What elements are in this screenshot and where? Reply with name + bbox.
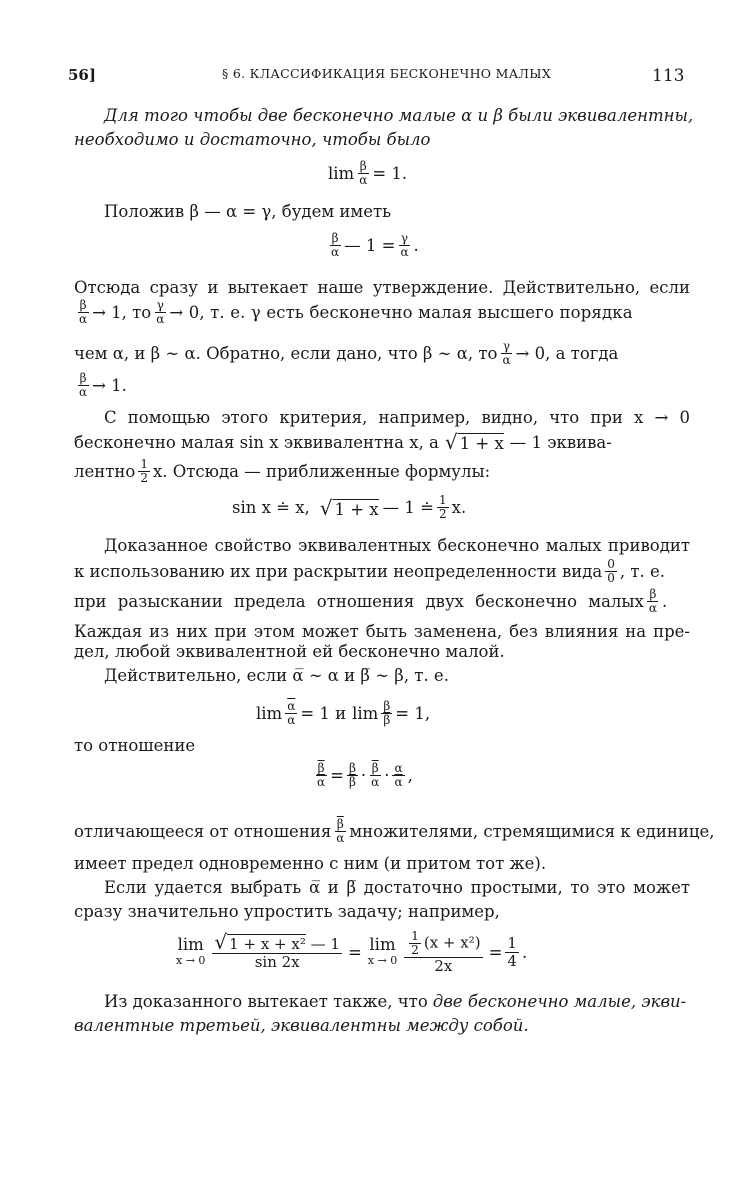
- paragraph-5-line-4: Каждая из них при этом может быть заменена, без влияния на пре-: [74, 622, 690, 641]
- paragraph-3-line-1: Отсюда сразу и вытекает наше утверждение. Действительно, если: [74, 278, 690, 297]
- theorem-line-2: необходимо и достаточно, чтобы было: [74, 130, 431, 149]
- equation-6: lim x → 0 $\frac{\text{√ 1 + x + x² — 1}}{\sin 2x}$ = lim x → 0 $\frac{1}{2}$ (x + x²) 2x = $\frac{1}{4}$ .: [176, 929, 528, 975]
- equation-5: $\frac{\overline{\beta}}{\alpha}$ = $\frac{\beta}{\beta}$ · $\frac{\overline{\beta}}{\alpha}$ · $\frac{\alpha}{\alpha}$ ,: [317, 761, 413, 789]
- paragraph-5-line-1: Доказанное свойство эквивалентных бесконечно малых приводит: [104, 536, 690, 555]
- equation-4: lim $\frac{\overline{\alpha}}{\alpha}$ = 1 и lim $\frac{\beta}{\beta}$ = 1,: [256, 699, 431, 727]
- equation-1: lim $\frac{\beta}{\alpha}$ = 1.: [328, 159, 408, 187]
- page-number: 113: [652, 66, 685, 86]
- equation-2: $\frac{\beta}{\alpha}$ — 1 = $\frac{\gamma}{\alpha}$ .: [331, 231, 419, 259]
- section-number: 56]: [68, 66, 96, 84]
- paragraph-5-line-5: дел, любой эквивалентной ей бесконечно малой.: [74, 642, 505, 661]
- equation-3: sin x ≐ x, √ 1 + x — 1 ≐ $\frac{1}{2}$ x.: [232, 493, 467, 521]
- paragraph-4-line-1: С помощью этого критерия, например, видно, что при x → 0: [104, 408, 690, 427]
- paragraph-3-line-3: чем α, и β ∼ α. Обратно, если дано, что β ∼ α, то $\frac{\gamma}{\alpha}$ → 0, а тогда: [74, 339, 619, 367]
- paragraph-5-line-2: к использованию их при раскрытии неопределенности вида $\frac{0}{0}$ , т. е.: [74, 557, 665, 585]
- running-title: § 6. КЛАССИФИКАЦИЯ БЕСКОНЕЧНО МАЛЫХ: [222, 66, 552, 81]
- paragraph-8-line-2: имеет предел одновременно с ним (и притом тот же).: [74, 854, 547, 873]
- paragraph-10-line-1: Из доказанного вытекает также, что две бесконечно малые, экви-: [104, 992, 687, 1011]
- paragraph-5-line-3: при разыскании предела отношения двух бесконечно малых $\frac{\beta}{\alpha}$ .: [74, 587, 668, 615]
- paragraph-3-line-2: $\frac{\beta}{\alpha}$ → 1, то $\frac{\gamma}{\alpha}$ → 0, т. е. γ есть бесконечно малая высшего порядка: [79, 298, 633, 326]
- paragraph-3-line-4: $\frac{\beta}{\alpha}$ → 1.: [79, 371, 127, 399]
- paragraph-10-line-2: валентные третьей, эквивалентны между собой.: [74, 1016, 529, 1035]
- theorem-line-1: Для того чтобы две бесконечно малые α и β были эквивалентны,: [104, 106, 694, 125]
- lim-label: lim: [328, 164, 355, 183]
- paragraph-8-line-1: отличающееся от отношения $\frac{\overline{\beta}}{\alpha}$ множителями, стремящимися к единице,: [74, 817, 715, 845]
- paragraph-9-line-2: сразу значительно упростить задачу; например,: [74, 902, 500, 921]
- paragraph-4-line-3: лентно $\frac{1}{2}$ x. Отсюда — приближенные формулы:: [74, 457, 491, 485]
- paragraph-4-line-2: бесконечно малая sin x эквивалентна x, а √ 1 + x — 1 эквива-: [74, 430, 612, 454]
- paragraph-9-line-1: Если удается выбрать α̅ и β̅ достаточно простыми, то это может: [104, 878, 690, 897]
- paragraph-7: то отношение: [74, 736, 196, 755]
- paragraph-2: Положив β — α = γ, будем иметь: [104, 202, 392, 221]
- paragraph-6: Действительно, если α̅ ∼ α и β̅ ∼ β, т. е.: [104, 666, 449, 685]
